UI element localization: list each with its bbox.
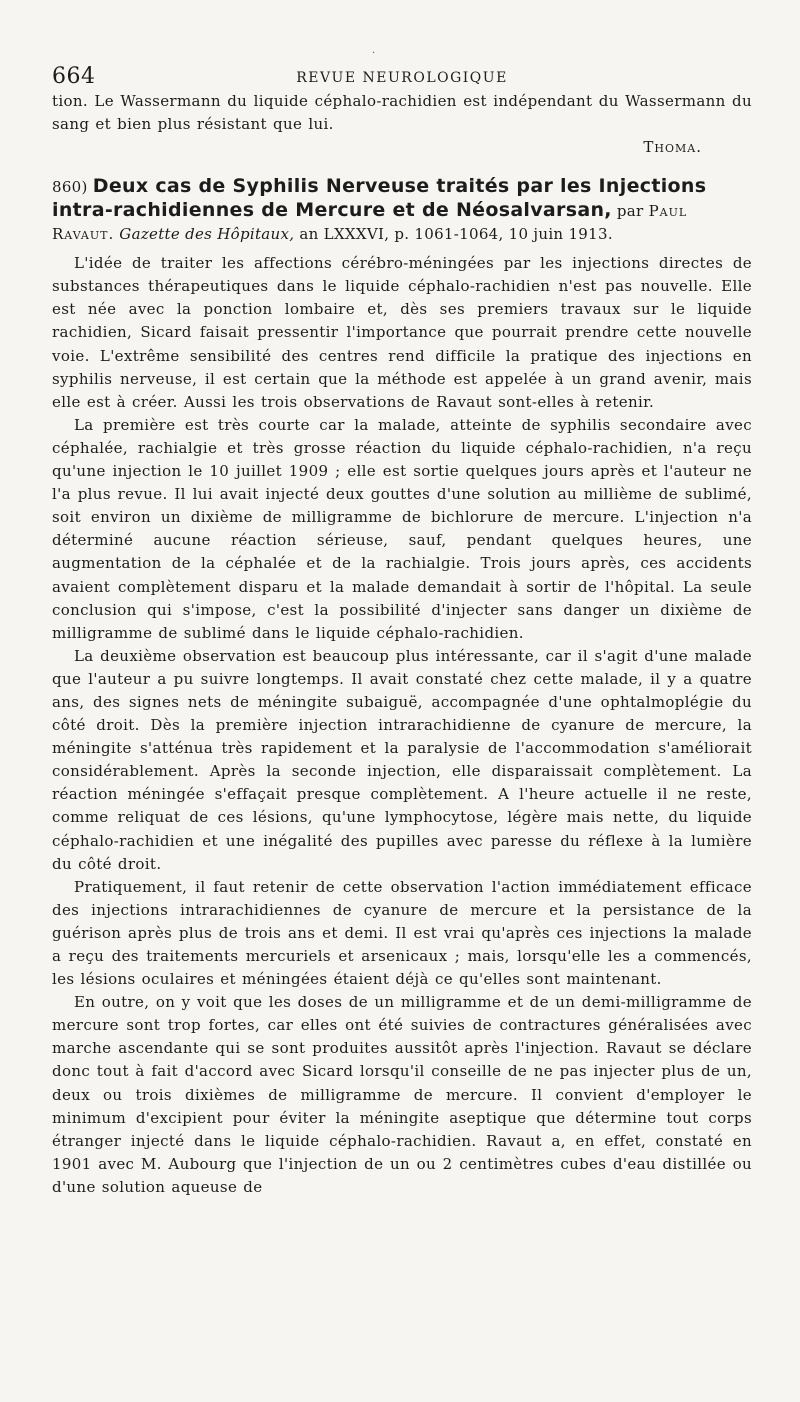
body-paragraph: Pratiquement, il faut retenir de cette observation l'action immédiatement efficace des injections intrarachidiennes de cyanure de mercure et la persistance de la guérison après plus de trois ans et demi. Il est vrai qu'après ces injections la malade a reçu des traitements mercuriels et arsenicaux ; mais, lorsqu'elle les a commencés, les lésions oculaires et méningées étaient déjà ce qu'elles sont maintenant. (52, 877, 752, 989)
article-citation: an LXXXVI, p. 1061-1064, 10 juin 1913. (299, 225, 613, 244)
article-number: 860) (52, 178, 88, 197)
journal-title: REVUE NEUROLOGIQUE (296, 70, 508, 86)
article-body (52, 252, 752, 1199)
body-paragraph: La première est très courte car la malade, atteinte de syphilis secondaire avec céphalée, rachialgie et très grosse réaction du liquide céphalo-rachidien, n'a reçu qu'une injection le 10 juillet 1909 ; elle est sortie quelques jours après et l'auteur ne l'a plus revue. Il lui avait injecté deux gouttes d'une solution au millième de sublimé, soit environ un dixième de milligramme de bichlorure de mercure. L'injection n'a déterminé aucune réaction sérieuse, sauf, pendant quelques heures, une augmentation de la céphalée et de la rachialgie. Trois jours après, ces accidents avaient complètement disparu et la malade demandait à sortir de l'hôpital. La seule conclusion qui s'impose, c'est la possibilité d'injecter sans danger un dixième de milligramme de sublimé dans le liquide céphalo-rachidien. (52, 415, 752, 642)
continuation-tail (52, 136, 752, 159)
reviewer-signature: Thoma. (643, 138, 702, 157)
article-author: Paul Ravaut. (52, 202, 688, 244)
article-source: Gazette des Hôpitaux, (119, 225, 295, 244)
author-prefix: par (616, 202, 644, 221)
running-head (52, 0, 752, 90)
body-paragraph: En outre, on y voit que les doses de un milligramme et de un demi-milligramme de mercure sont trop fortes, car elles ont été suivies de contractures généralisées avec marche ascendante qui se sont produites aussitôt après l'injection. Ravaut se déclare donc tout à fait d'accord avec Sicard lorsqu'il conseille de ne pas injecter plus de un, deux ou trois dixièmes de milligramme de mercure. Il convient d'employer le minimum d'excipient pour éviter la méningite aseptique que détermine tout corps étranger injecté dans le liquide céphalo-rachidien. Ravaut a, en effet, constaté en 1901 avec M. Aubourg que l'injection de un ou 2 centimètres cubes d'eau distillée ou d'une solution aqueuse de (52, 993, 752, 1196)
body-paragraph: L'idée de traiter les affections cérébro-méningées par les injections directes de substances thérapeutiques dans le liquide céphalo-rachidien n'est pas nouvelle. Elle est née avec la ponction lombaire et, dès ses premiers travaux sur le liquide rachidien, Sicard faisait pressentir l'importance que pourrait prendre cette nouvelle voie. L'extrême sensibilité des centres rend difficile la pratique des injections en syphilis nerveuse, il est certain que la méthode est appelée à un grand avenir, mais elle est à créer. Aussi les trois observations de Ravaut sont-elles à retenir. (52, 254, 752, 411)
article-title: Deux cas de Syphilis Nerveuse traités par les Injections intra-rachidiennes de Mercure et de Néosalvarsan, (52, 175, 707, 222)
body-paragraph: La deuxième observation est beaucoup plus intéressante, car il s'agit d'une malade que l'auteur a pu suivre longtemps. Il avait constaté chez cette malade, il y a quatre ans, des signes nets de méningite subaiguë, accompagnée d'une ophtalmoplégie du côté droit. Dès la première injection intrarachidienne de cyanure de mercure, la méningite s'atténua très rapidement et la paralysie de l'accommodation s'améliorait considérablement. Après la seconde injection, elle disparaissait complètement. La réaction méningée s'effaçait presque complètement. A l'heure actuelle il ne reste, comme reliquat de ces lésions, qu'une lymphocytose, légère mais nette, du liquide céphalo-rachidien et une inégalité des pupilles avec paresse du réflexe à la lumière du côté droit. (52, 646, 752, 873)
journal-page (52, 0, 752, 1199)
printer-mark: · (372, 48, 376, 59)
article-heading (52, 175, 752, 246)
page-number: 664 (52, 64, 96, 89)
continuation-paragraph: tion. Le Wassermann du liquide céphalo-rachidien est indépendant du Wassermann du sang et bien plus résistant que lui. (52, 92, 752, 134)
